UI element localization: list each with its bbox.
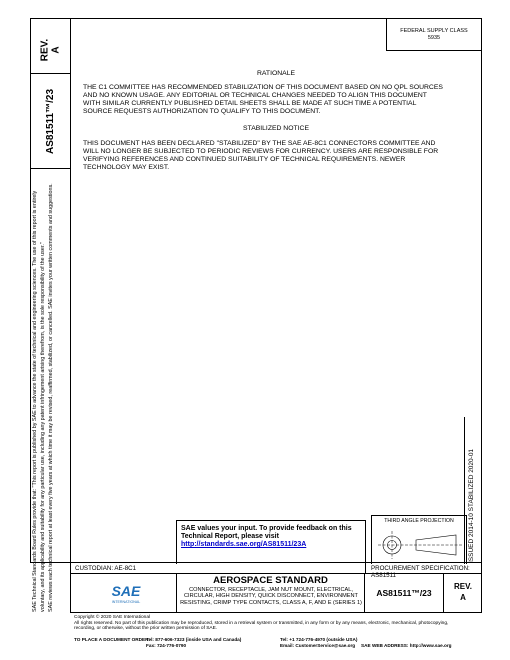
rev-label: REV. (454, 582, 472, 591)
footer (74, 615, 484, 632)
standard-cell (177, 574, 365, 612)
doc-number-cell (365, 574, 444, 612)
rationale-heading: RATIONALE (256, 70, 296, 77)
email[interactable]: Email: CustomerService@sae.org (280, 642, 356, 648)
custodian-row (70, 563, 482, 579)
sidebar-rev-label: REV. (39, 38, 51, 62)
standard-description: CONNECTOR, RECEPTACLE, JAM NUT MOUNT, ELECTRICAL, CIRCULAR, HIGH DENSITY, QUICK DISCONNECT, ENVIRONMENT RESISTING, CRIMP TYPE CONTACTS, CLASS A, F, AND E (SERIES 1) (180, 587, 362, 606)
web-address[interactable]: SAE WEB ADDRESS: http://www.sae.org (361, 642, 452, 648)
sae-logo-icon (109, 582, 143, 606)
logo-subtext: INTERNATIONAL (111, 600, 141, 604)
sidebar-rev-cell (31, 19, 70, 74)
federal-supply-class (386, 18, 482, 51)
sidebar-rev-value: A (50, 46, 62, 54)
stabilized-text: THIS DOCUMENT HAS BEEN DECLARED "STABILIZED" BY THE SAE AE-8C1 CONNECTORS COMMITTEE AND WILL NO LONGER BE SUBJECTED TO PERIODIC REVIEWS FOR CURRENCY. USERS ARE RESPONSIBLE FOR VERIFYING REFERENCES AND CONTINUED SUITABILITY OF TECHNICAL REQUIREMENTS. NEWER TECHNOLOGY MAY EXIST. (83, 140, 439, 171)
rev-cell (444, 574, 482, 612)
feedback-link[interactable]: http://standards.sae.org/AS81511/23A (181, 541, 307, 548)
stabilized-heading: STABILIZED NOTICE (243, 125, 309, 132)
sidebar-doc-number: AS81511™/23 (45, 88, 56, 155)
order-info (74, 637, 484, 649)
doc-number: AS81511™/23 (376, 588, 432, 598)
rights-line-2: recording, or otherwise, without the prior written permission of SAE. (74, 626, 218, 632)
logo-text: SAE (111, 583, 141, 599)
custodian: CUSTODIAN: AE-8C1 (75, 565, 137, 572)
title-block (70, 574, 482, 613)
fsc-label: FEDERAL SUPPLY CLASS (400, 28, 468, 34)
third-angle-projection (371, 515, 467, 564)
rights-line-1: All rights reserved. No part of this publication may be reproduced, stored in a retrieval system or transmitted, in any form or by any means, electronic, mechanical, photocopying, (74, 620, 449, 626)
procurement-spec: PROCUREMENT SPECIFICATION: AS81511 (371, 565, 470, 579)
disclaimer-line-2: voluntary, and its applicability and suitability for any particular use, including any patent infringement arising therefrom, is the sole responsibility of the user." (40, 242, 46, 612)
stabilized-info: ISSUED 2014-10 STABILIZED 2020-01 (468, 448, 475, 563)
disclaimer-line-3: SAE reviews each technical report at least every five years at which time it may be revised, reaffirmed, stabilized, or cancelled. SAE invites your written comments and suggestions. (48, 183, 54, 612)
rationale-text: THE C1 COMMITTEE HAS RECOMMENDED STABILIZATION OF THIS DOCUMENT BASED ON NO QPL SOURCES AND NO KNOWN USAGE. ANY EDITORIAL OR TECHNICAL CHANGES NEEDED TO ALIGN THIS DOCUMENT WITH SIMILAR CURRENTLY PUBLISHED DETAIL SHEETS SHALL BE MADE AT SUCH TIME A POTENTIAL SOURCE REQUESTS AUTHORIZATION TO QUALIFY TO THIS DOCUMENT. (83, 84, 443, 115)
logo-cell (71, 574, 177, 612)
fsc-value: 5935 (427, 35, 441, 41)
third-angle-title: THIRD ANGLE PROJECTION (384, 518, 454, 524)
sidebar-rev (40, 23, 62, 78)
tel-us: Tel: 877-606-7323 (inside USA and Canada) (146, 637, 242, 642)
copyright: Copyright © 2020 SAE International (74, 615, 151, 620)
document-frame (70, 18, 482, 563)
third-angle-symbol-icon (378, 530, 462, 560)
sidebar-doc-cell (31, 74, 70, 169)
fax: Fax: 724-776-0790 (146, 642, 187, 648)
tel-intl: Tel: +1 724-776-4970 (outside USA) (280, 637, 358, 642)
order-label: TO PLACE A DOCUMENT ORDER: (74, 637, 151, 642)
divider (365, 563, 366, 574)
disclaimer-line-1: SAE Technical Standards Board Rules provide that: "This report is published by SAE to advance the state of technical and engineering sciences. The use of this report is entirely (32, 190, 38, 612)
feedback-text: SAE values your input. To provide feedback on this Technical Report, please visit (181, 525, 352, 540)
standard-title: AEROSPACE STANDARD (213, 575, 328, 586)
feedback-box (176, 520, 366, 564)
rev-value: A (460, 593, 466, 602)
